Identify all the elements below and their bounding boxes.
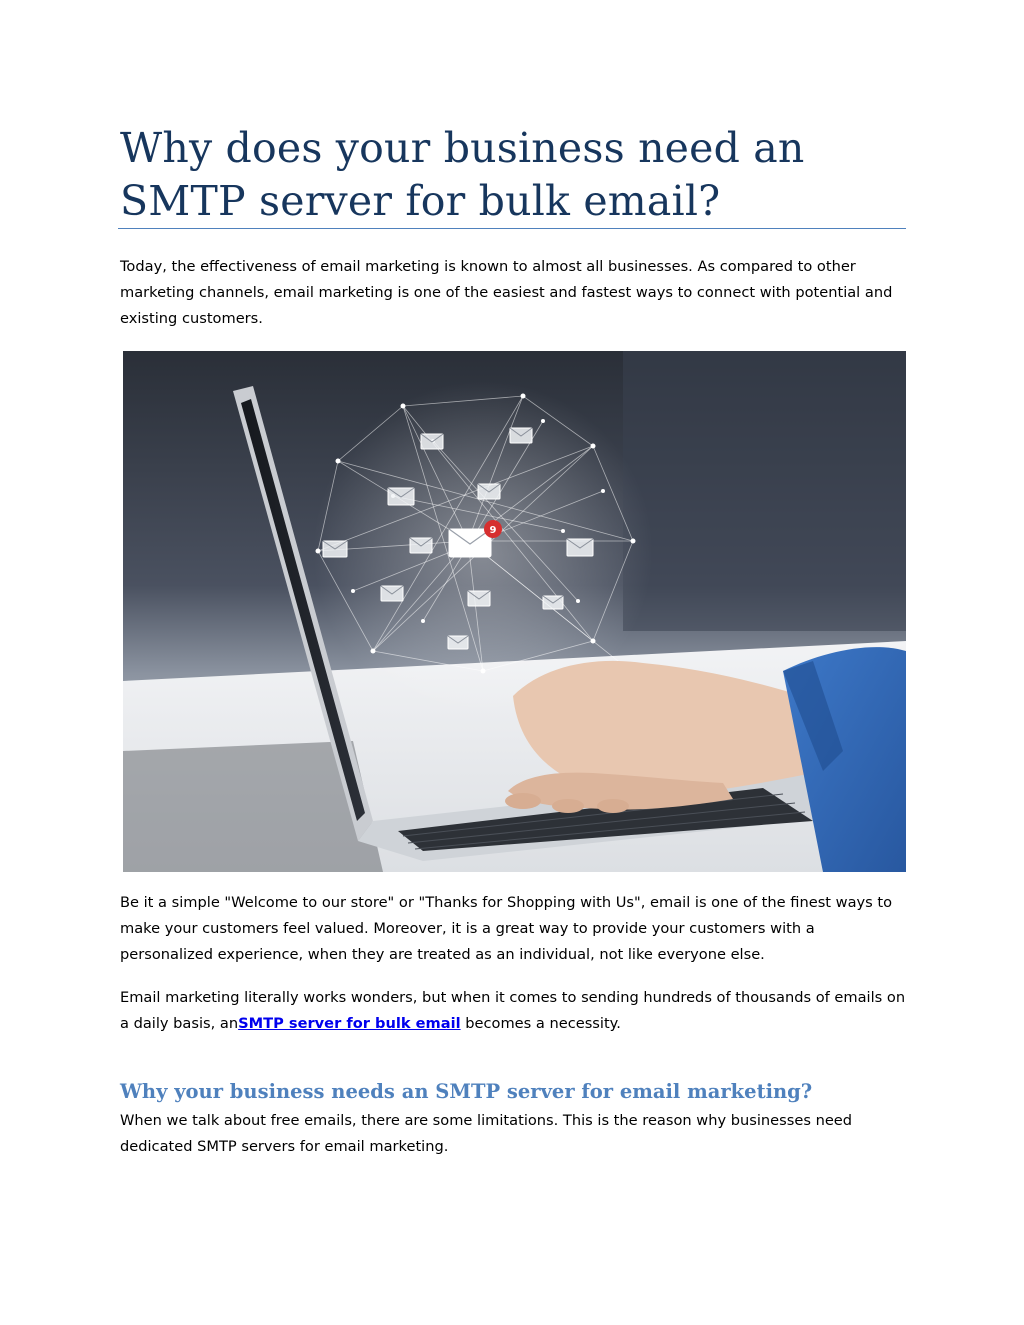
paragraph-welcome: Be it a simple "Welcome to our store" or "Thanks for Shopping with Us", email is one of the finest ways to make your customers feel valued. Moreover, it is a great way to provide your customers with a personalized experience, when they are treated as an individual, not like everyone else.	[120, 894, 893, 963]
paragraph-bulk-email	[120, 985, 910, 1037]
section-heading: Why your business needs an SMTP server for email marketing?	[120, 1080, 813, 1103]
page-title: Why does your business need an SMTP server for bulk email?	[120, 124, 805, 225]
notification-count: 9	[489, 525, 497, 536]
title-divider	[118, 228, 906, 229]
paragraph-bulk-email-text: Email marketing literally works wonders, but when it comes to sending hundreds of thousands of emails on a daily basis, an	[120, 989, 906, 1032]
smtp-server-link[interactable]: SMTP server for bulk email	[238, 1015, 461, 1032]
paragraph-bulk-email-end: becomes a necessity.	[460, 1015, 621, 1032]
paragraph-limitations: When we talk about free emails, there are some limitations. This is the reason why businesses need dedicated SMTP servers for email marketing.	[120, 1112, 853, 1155]
notification-envelope-icon	[449, 529, 491, 557]
hero-image	[123, 351, 906, 872]
intro-paragraph: Today, the effectiveness of email marketing is known to almost all businesses. As compared to other marketing channels, email marketing is one of the easiest and fastest ways to connect with potential and existing customers.	[120, 258, 893, 327]
